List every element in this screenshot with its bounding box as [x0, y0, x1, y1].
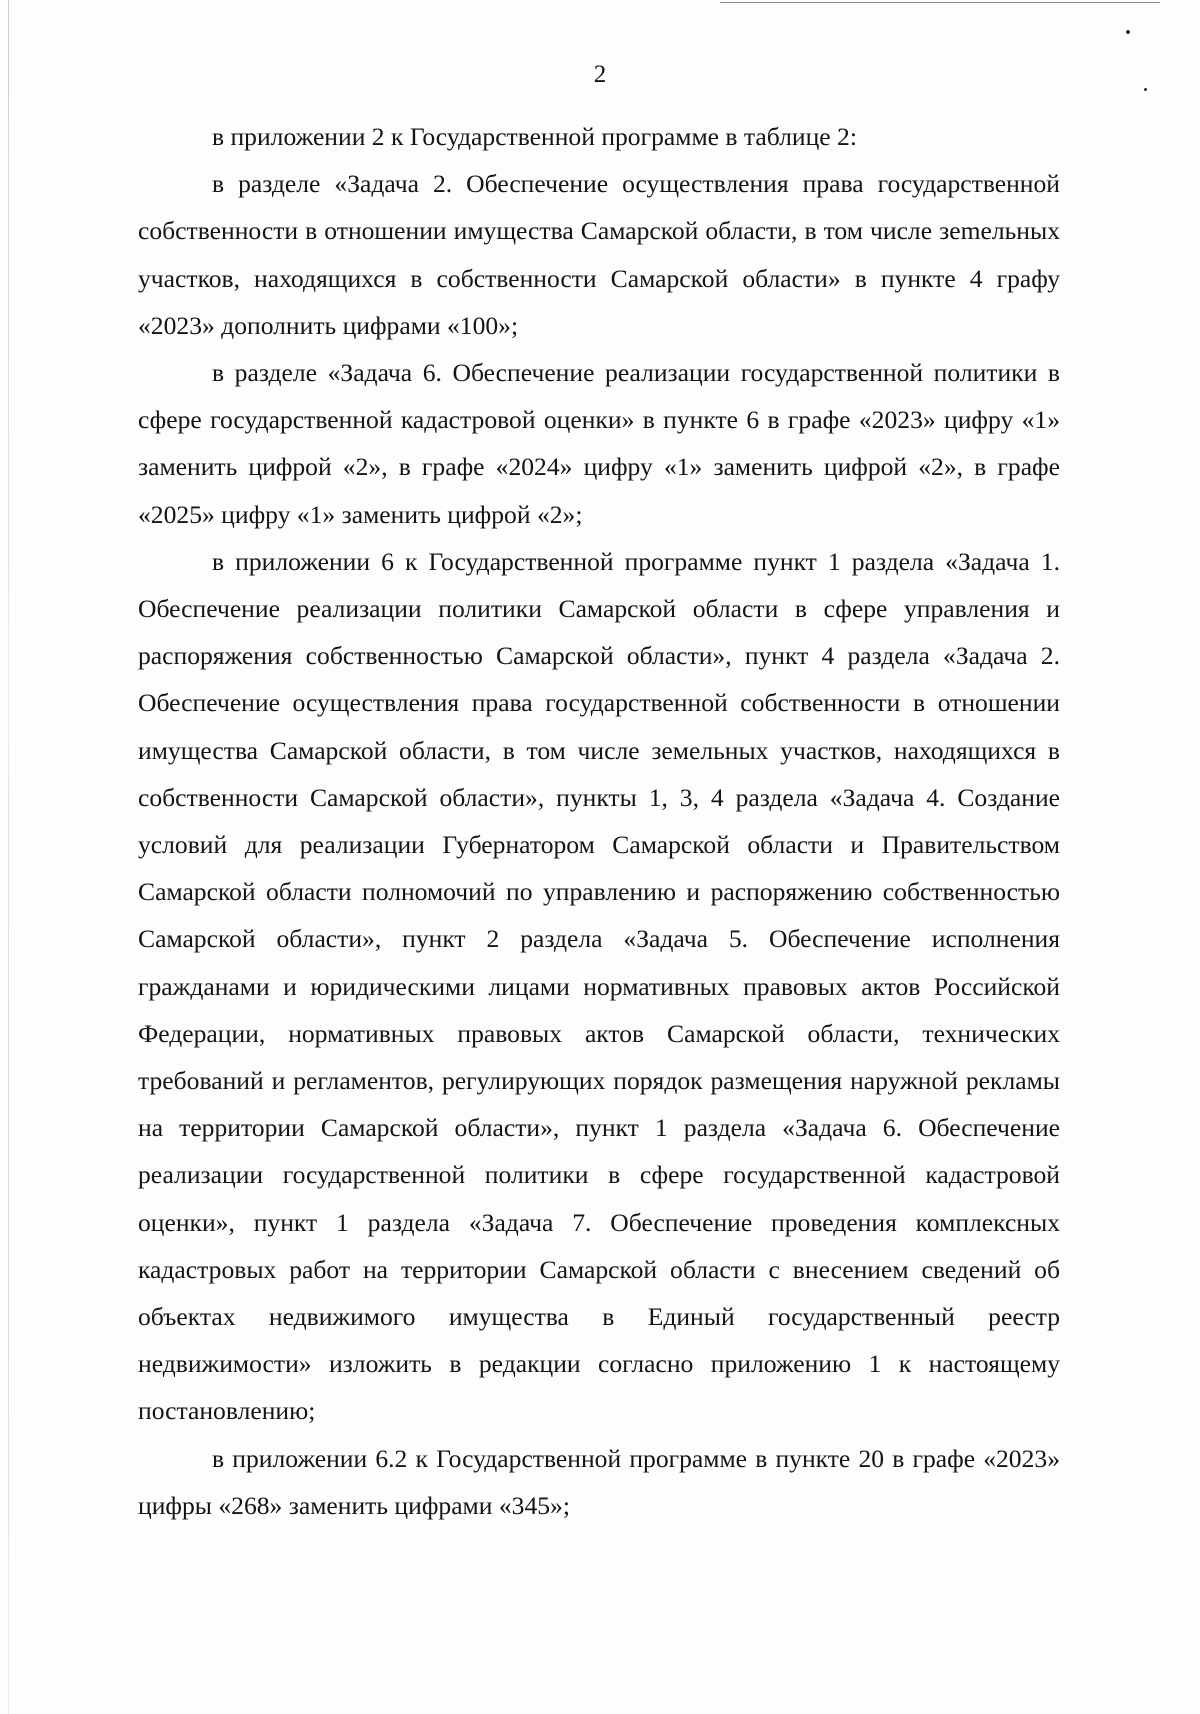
scan-edge-left	[8, 0, 9, 1714]
paragraph-appendix-6: в приложении 6 к Государственной программе пункт 1 раздела «Задача 1. Обеспечение реализации политики Самарской области в сфере управления и распоряжения собственностью Самарской области», пункт 4 раздела «Задача 2. Обеспечение осуществления права государственной собственности в отношении имущества Самарской области, в том числе земельных участков, находящихся в собственности Самарской области», пункты 1, 3, 4 раздела «Задача 4. Создание условий для реализации Губернатором Самарской области и Правительством Самарской области полномочий по управлению и распоряжению собственностью Самарской области», пункт 2 раздела «Задача 5. Обеспечение исполнения гражданами и юридическими лицами нормативных правовых актов Российской Федерации, нормативных правовых актов Самарской области, технических требований и регламентов, регулирующих порядок размещения наружной рекламы на территории Самарской области», пункт 1 раздела «Задача 6. Обеспечение реализации государственной политики в сфере государственной кадастровой оценки», пункт 1 раздела «Задача 7. Обеспечение проведения комплексных кадастровых работ на территории Самарской области с внесением сведений об объектах недвижимого имущества в Единый государственный реестр недвижимости» изложить в редакции согласно приложению 1 к настоящему постановлению;	[138, 546, 1060, 1426]
scan-speck	[1126, 30, 1130, 34]
scan-edge-top	[720, 2, 1160, 3]
paragraph-task-6: в разделе «Задача 6. Обеспечение реализации государственной политики в сфере государственной кадастровой оценки» в пункте 6 в графе «2023» цифру «1» заменить цифрой «2», в графе «2024» цифру «1» заменить цифрой «2», в графе «2025» цифру «1» заменить цифрой «2»;	[138, 358, 1060, 529]
paragraph-task-2: в разделе «Задача 2. Обеспечение осуществления права государственной собственности в отношении имущества Самарской области, в том числе зеmельных участков, находящихся в собственности Самарской области» в пункте 4 графу «2023» дополнить цифрами «100»;	[138, 169, 1060, 340]
paragraph-appendix-6-2: в приложении 6.2 к Государственной программе в пункте 20 в графе «2023» цифры «268» заменить цифрами «345»;	[138, 1443, 1060, 1520]
page-number: 2	[593, 61, 607, 88]
document-body	[138, 113, 1060, 1529]
paragraph-appendix-2: в приложении 2 к Государственной программе в таблице 2:	[212, 122, 857, 151]
